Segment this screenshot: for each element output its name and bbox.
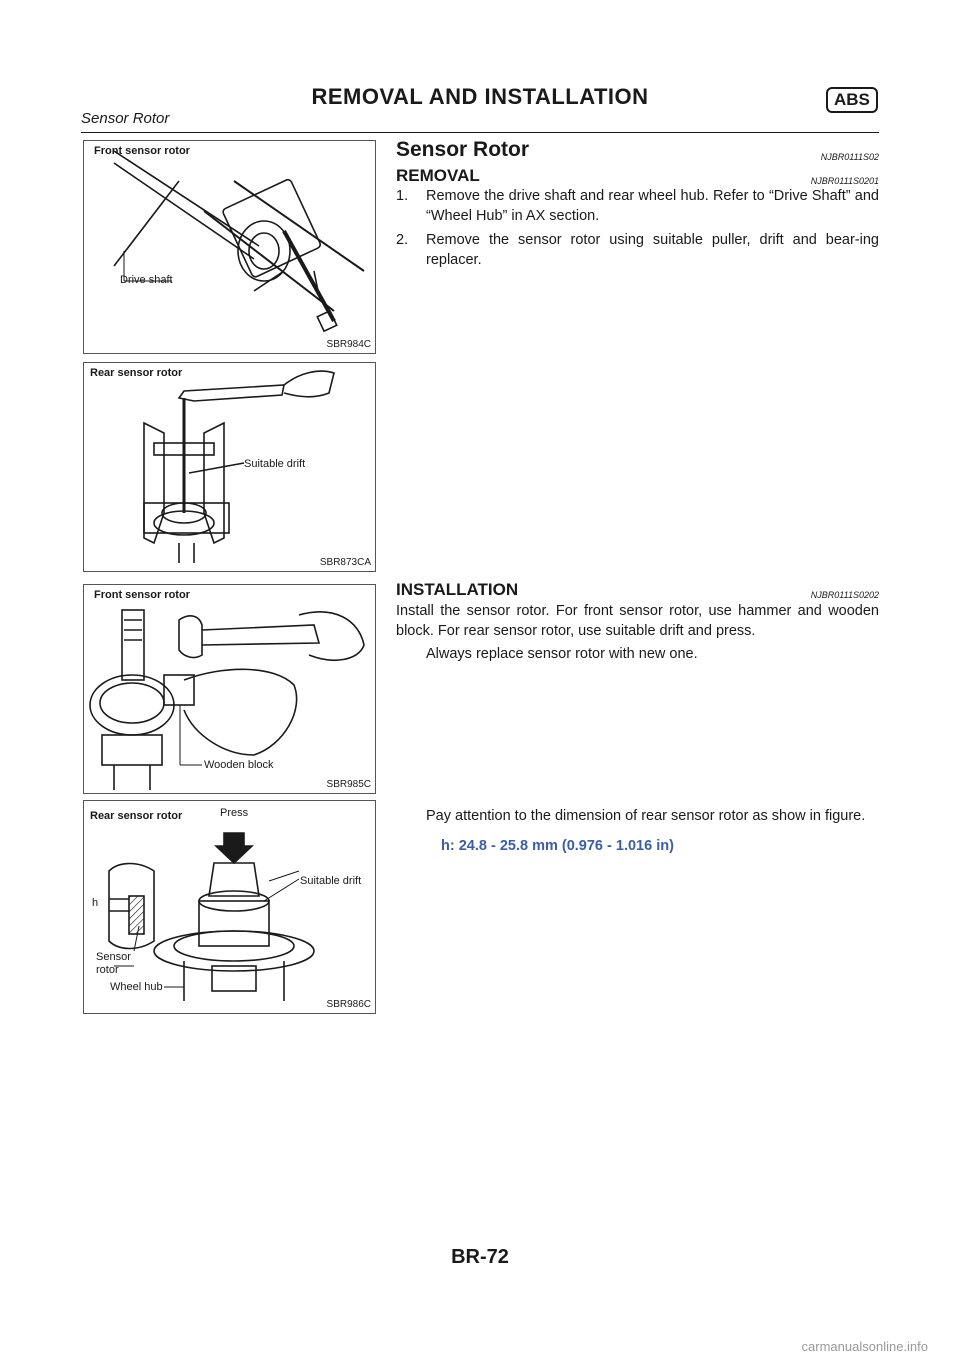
installation-ref-code: NJBR0111S0202 xyxy=(810,590,879,600)
figure-code: SBR986C xyxy=(326,999,371,1010)
puller-drift-illustration xyxy=(84,363,375,571)
removal-step-1 xyxy=(396,186,879,226)
drive-shaft-puller-illustration xyxy=(84,141,375,353)
figure-front-sensor-rotor-removal xyxy=(83,140,376,354)
page-number: BR-72 xyxy=(451,1246,509,1268)
figure-title: Front sensor rotor xyxy=(94,145,190,157)
page-header-title: REMOVAL AND INSTALLATION xyxy=(311,84,649,109)
figure-rear-sensor-rotor-removal xyxy=(83,362,376,572)
installation-note-replace: Always replace sensor rotor with new one. xyxy=(426,646,698,662)
header-divider xyxy=(81,132,879,133)
figure-title: Rear sensor rotor xyxy=(90,810,183,822)
figure-label-wooden-block: Wooden block xyxy=(204,759,274,771)
removal-ref-code: NJBR0111S0201 xyxy=(810,176,879,186)
installation-title: INSTALLATION xyxy=(396,580,519,599)
page-subtitle: Sensor Rotor xyxy=(81,110,170,127)
figure-label-suitable-drift: Suitable drift xyxy=(244,458,306,470)
section-badge: ABS xyxy=(826,87,878,113)
step-number: 1. xyxy=(396,188,409,204)
section-ref-code: NJBR0111S02 xyxy=(820,152,879,162)
figure-code: SBR984C xyxy=(326,339,371,350)
section-heading xyxy=(396,138,879,164)
installation-note-dimension: Pay attention to the dimension of rear sensor rotor as show in figure. xyxy=(426,808,866,824)
removal-heading xyxy=(396,166,879,188)
removal-title: REMOVAL xyxy=(396,166,480,185)
step-number: 2. xyxy=(396,232,409,248)
step-text: Remove the sensor rotor using suitable puller, drift and bear-ing replacer. xyxy=(426,232,879,268)
figure-code: SBR985C xyxy=(326,779,371,790)
installation-paragraph: Install the sensor rotor. For front sensor rotor, use hammer and wooden block. For rear sensor rotor, use suitable drift and press. xyxy=(396,603,879,639)
figure-label-h: h xyxy=(92,897,99,909)
step-text: Remove the drive shaft and rear wheel hub. Refer to “Drive Shaft” and “Wheel Hub” in AX section. xyxy=(426,188,879,224)
dimension-spec: h: 24.8 - 25.8 mm (0.976 - 1.016 in) xyxy=(441,838,674,854)
figure-label-drive-shaft: Drive shaft xyxy=(120,274,173,286)
removal-step-2 xyxy=(396,230,879,270)
watermark: carmanualsonline.info xyxy=(801,1339,928,1354)
section-title: Sensor Rotor xyxy=(396,138,530,161)
figure-title: Rear sensor rotor xyxy=(90,367,183,379)
figure-label-suitable-drift: Suitable drift xyxy=(300,875,362,887)
figure-front-sensor-rotor-install xyxy=(83,584,376,794)
figure-label-press: Press xyxy=(220,807,249,819)
figure-code: SBR873CA xyxy=(319,557,371,568)
installation-heading xyxy=(396,580,879,602)
figure-title: Front sensor rotor xyxy=(94,589,190,601)
figure-label-wheel-hub: Wheel hub xyxy=(110,981,163,993)
figure-rear-sensor-rotor-dimension xyxy=(83,800,376,1014)
figure-label-sensor-rotor: Sensor rotor xyxy=(96,951,131,976)
